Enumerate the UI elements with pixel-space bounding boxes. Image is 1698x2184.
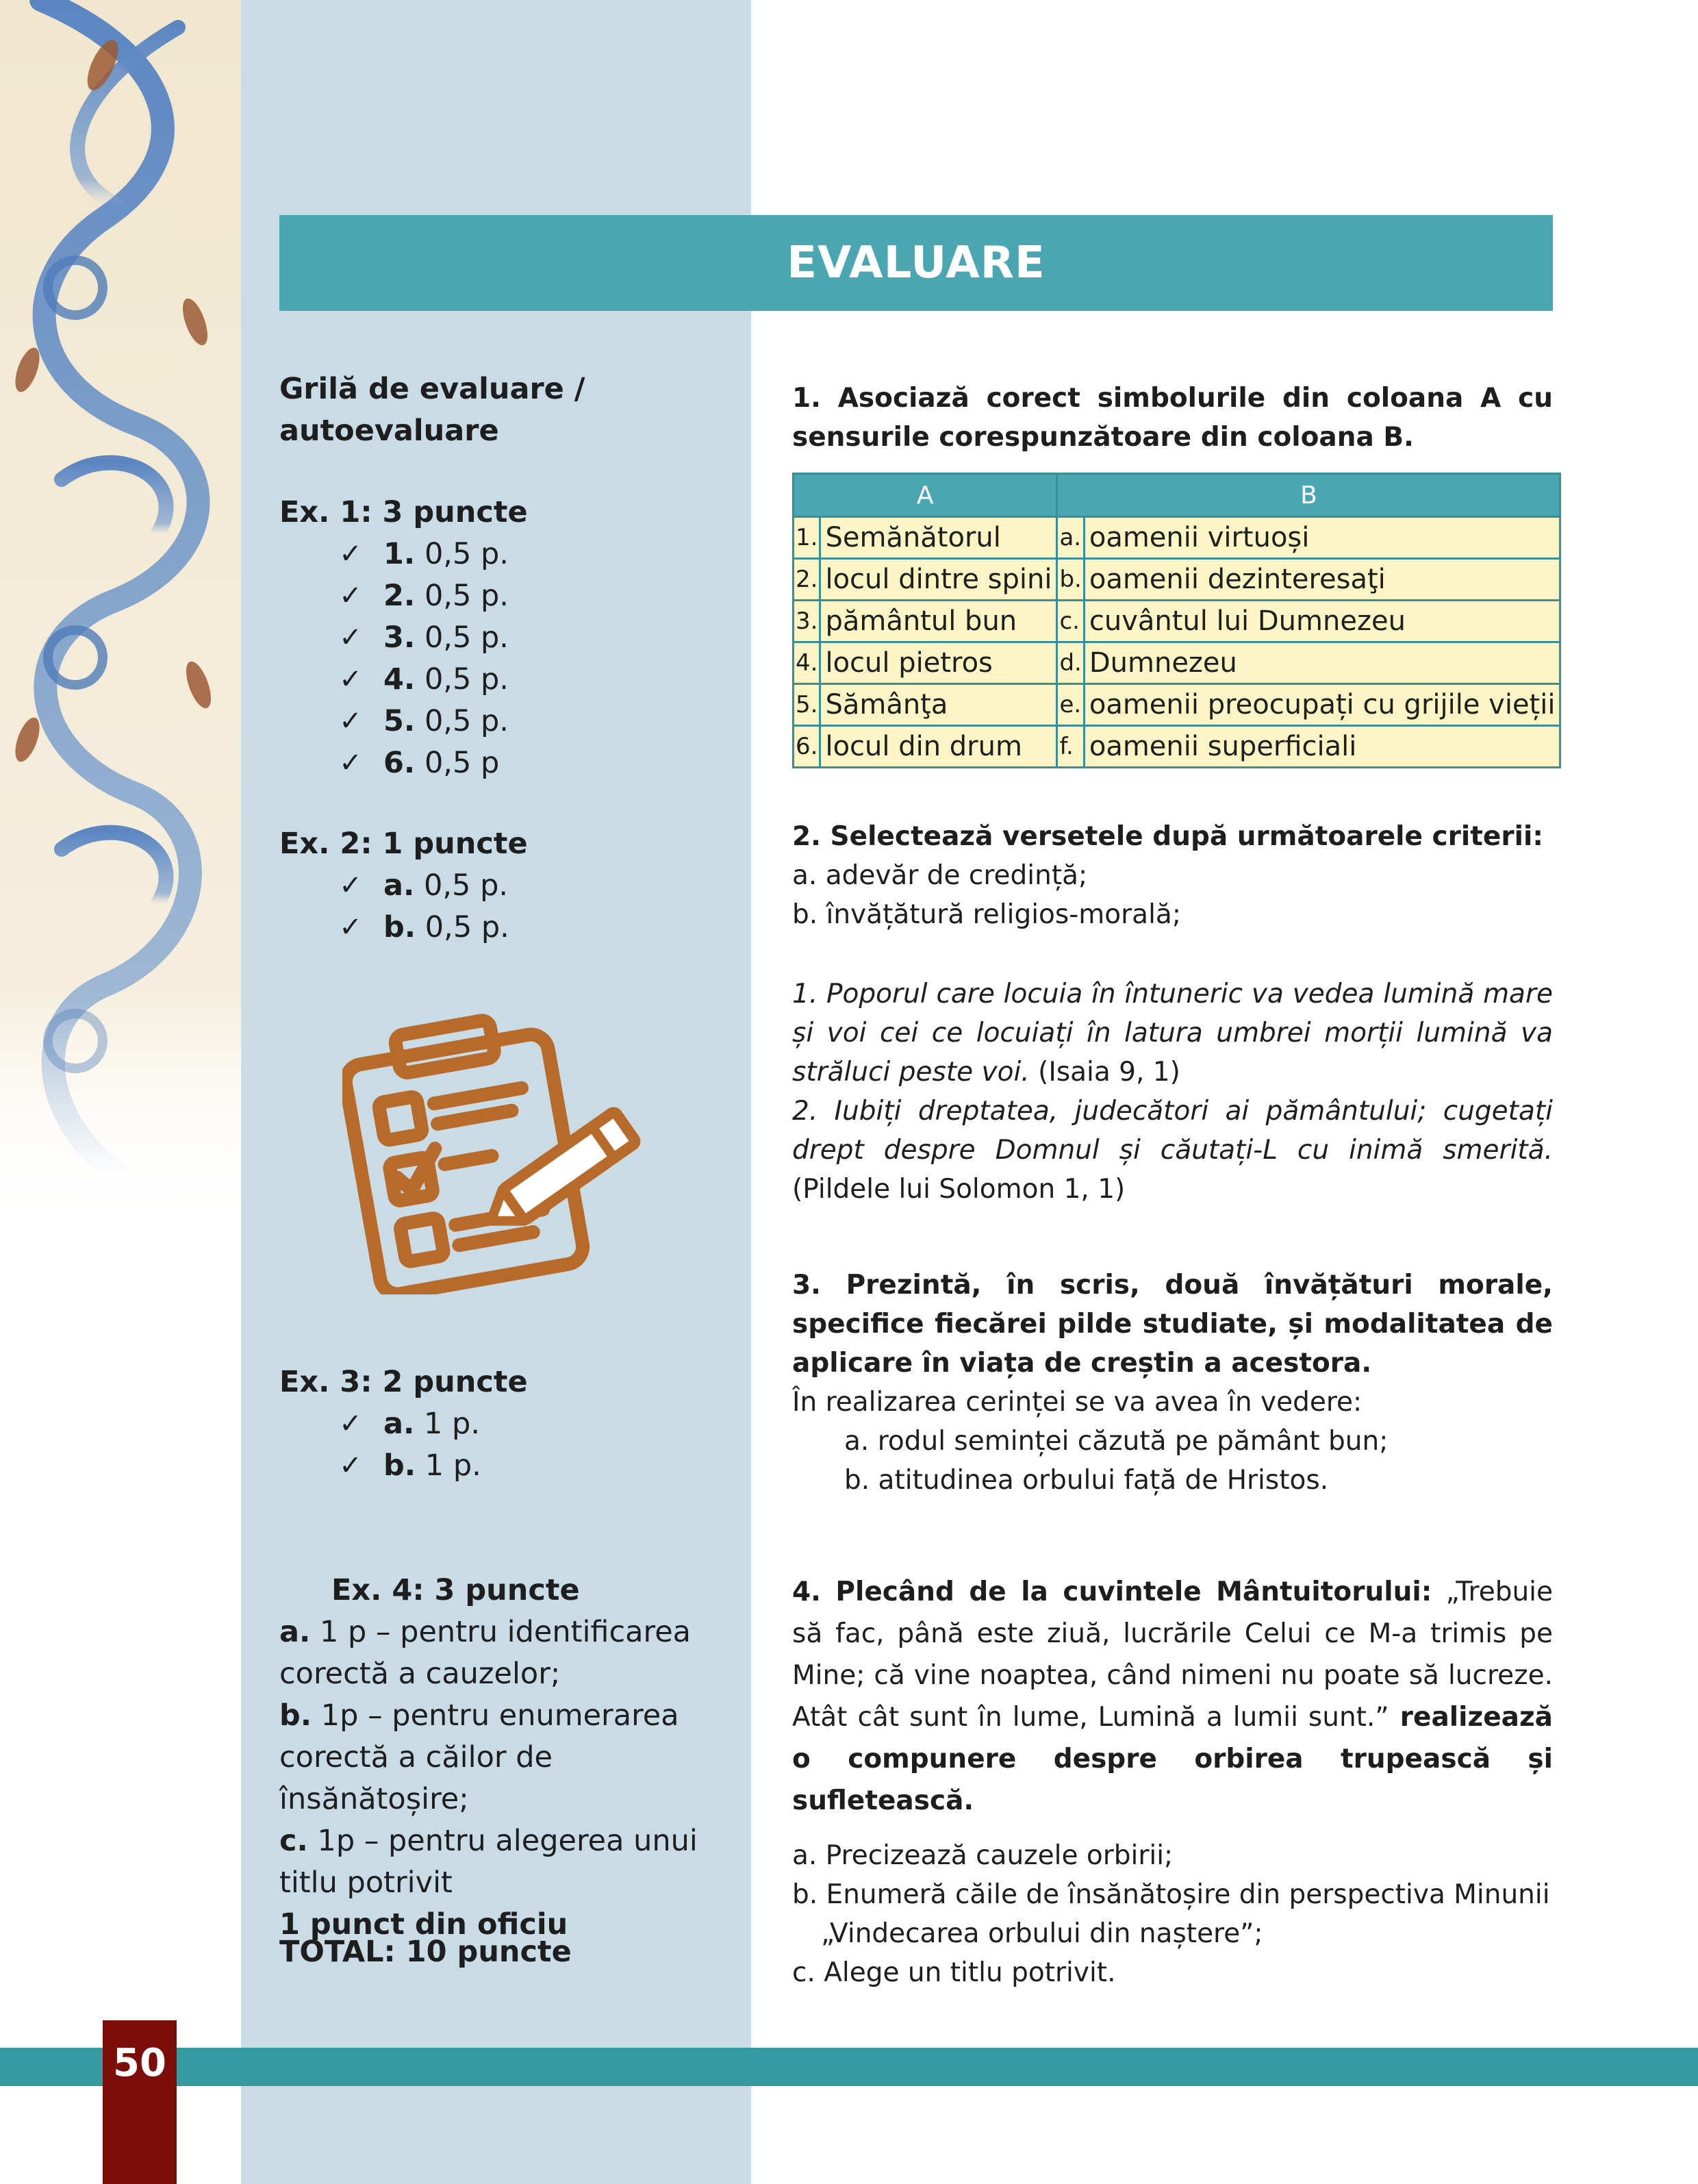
grila-item-num: 6. — [383, 746, 416, 780]
grila-ex4-a-text: 1 p – pentru identificarea corectă a cauzelor; — [279, 1615, 692, 1691]
row-number: 4. — [794, 642, 820, 684]
ex4-tasks — [792, 1836, 1553, 1992]
check-mark-icon: ✓ — [339, 1450, 362, 1481]
check-mark-icon: ✓ — [339, 912, 362, 943]
grila-ex2 — [279, 823, 731, 949]
grila-item — [279, 1445, 731, 1487]
column-b-header: B — [1057, 474, 1560, 517]
ex2-verses — [792, 975, 1553, 1209]
row-letter: f. — [1057, 726, 1084, 768]
row-letter: d. — [1057, 642, 1084, 684]
grila-ex4-b-label: b. — [279, 1698, 312, 1733]
ex3-item-a: a. rodul seminței căzută pe pământ bun; — [844, 1426, 1389, 1457]
grila-ex4-b-text: 1p – pentru enumerarea corectă a căilor de însănătoșire; — [279, 1698, 679, 1816]
grila-item-val: 0,5 p. — [424, 579, 509, 613]
grila-title — [279, 368, 731, 452]
grila-item-num: b. — [383, 1448, 416, 1483]
table-row — [794, 726, 1560, 768]
column-b-cell: oamenii preocupați cu grijile vieții — [1084, 684, 1560, 726]
table-row — [794, 684, 1560, 726]
row-number: 5. — [794, 684, 820, 726]
verse-1-ref: (Isaia 9, 1) — [1029, 1057, 1180, 1088]
column-b-cell: oamenii virtuoși — [1084, 517, 1560, 559]
grila-ex3-title: Ex. 3: 2 puncte — [279, 1365, 528, 1399]
column-a-cell: locul din drum — [820, 726, 1057, 768]
column-b-cell: oamenii dezinteresaţi — [1084, 559, 1560, 601]
ex4-quote: „Trebuie să fac, până este ziuă, lucrările Celui ce M-a trimis pe Mine; că vine noaptea, când nimeni nu poate să lucreze. Atât cât sunt în lume, Lumină a lumii sunt.” — [792, 1577, 1553, 1733]
grila-item — [279, 575, 731, 617]
grila-item-val: 1 p. — [424, 1407, 481, 1441]
grila-item-num: b. — [383, 910, 416, 944]
column-a-cell: Sămânţa — [820, 684, 1057, 726]
row-letter: e. — [1057, 684, 1084, 726]
check-mark-icon: ✓ — [339, 622, 362, 653]
grila-ex2-title: Ex. 2: 1 puncte — [279, 827, 528, 861]
verse-2 — [792, 1092, 1553, 1209]
ornament-border — [0, 0, 241, 1233]
check-mark-icon: ✓ — [339, 580, 362, 612]
grila-item — [279, 907, 731, 949]
check-mark-icon: ✓ — [339, 664, 362, 695]
grila-item — [279, 701, 731, 742]
column-b-cell: cuvântul lui Dumnezeu — [1084, 601, 1560, 642]
page-title: EVALUARE — [787, 238, 1046, 288]
verse-1 — [792, 975, 1553, 1092]
grila-item-val: 0,5 p. — [424, 537, 509, 571]
check-mark-icon: ✓ — [339, 538, 362, 570]
grila-ex4-c — [279, 1820, 724, 1904]
grila-item — [279, 865, 731, 907]
grila-ex4-title: Ex. 4: 3 puncte — [331, 1573, 580, 1607]
row-number: 3. — [794, 601, 820, 642]
column-a-header: A — [794, 474, 1057, 517]
matching-table — [792, 473, 1561, 768]
ex2-criterion-b: b. învățătură religios-morală; — [792, 899, 1181, 930]
grila-title-line2: autoevaluare — [279, 414, 499, 448]
grila-item-num: 1. — [383, 537, 416, 571]
column-a-cell: Semănătorul — [820, 517, 1057, 559]
grila-item-num: 4. — [383, 662, 416, 696]
ex2-block — [792, 817, 1553, 934]
column-b-cell: Dumnezeu — [1084, 642, 1560, 684]
table-row — [794, 559, 1560, 601]
grila-ex4-c-text: 1p – pentru alegerea unui titlu potrivit — [279, 1824, 698, 1900]
row-number: 6. — [794, 726, 820, 768]
grila-item-val: 1 p. — [424, 1448, 481, 1483]
column-b-cell: oamenii superficiali — [1084, 726, 1560, 768]
grila-ex4 — [279, 1570, 724, 1946]
verse-2-ref: (Pildele lui Solomon 1, 1) — [792, 1174, 1126, 1205]
grila-ex1-title: Ex. 1: 3 puncte — [279, 495, 528, 529]
column-a-cell: pământul bun — [820, 601, 1057, 642]
ex3-intro: În realizarea cerinței se va avea în vedere: — [792, 1387, 1363, 1418]
grila-total: TOTAL: 10 puncte — [279, 1935, 572, 1969]
ex4-task-c: c. Alege un titlu potrivit. — [792, 1957, 1116, 1988]
grila-item — [279, 659, 731, 701]
page-number: 50 — [113, 2041, 166, 2085]
ex3-item-b: b. atitudinea orbului față de Hristos. — [844, 1465, 1329, 1496]
check-mark-icon: ✓ — [339, 705, 362, 737]
check-mark-icon: ✓ — [339, 870, 362, 901]
ex2-criterion-a: a. adevăr de credință; — [792, 860, 1088, 891]
verse-2-text: 2. Iubiți dreptatea, judecători ai pământului; cugetați drept despre Domnul și căutați-L cu inimă smerită. — [792, 1096, 1553, 1166]
grila-item-num: 3. — [383, 620, 416, 655]
row-letter: a. — [1057, 517, 1084, 559]
grila-item — [279, 534, 731, 575]
grila-ex4-a-label: a. — [279, 1615, 311, 1649]
grila-ex4-b — [279, 1695, 724, 1820]
column-a-cell: locul pietros — [820, 642, 1057, 684]
grila-item-val: 0,5 p. — [424, 868, 509, 903]
table-row — [794, 517, 1560, 559]
grila-item-val: 0,5 p. — [424, 662, 509, 696]
column-a-cell: locul dintre spini — [820, 559, 1057, 601]
grila-ex4-a — [279, 1611, 724, 1695]
grila-item-num: a. — [383, 1407, 415, 1441]
ex3-block — [792, 1266, 1553, 1500]
ex4-task-b: b. Enumeră căile de însănătoșire din perspectiva Minunii „Vindecarea orbului din naștere”; — [792, 1879, 1550, 1949]
ex1-prompt: 1. Asociază corect simbolurile din coloana A cu sensurile corespunzătoare din coloana B. — [792, 383, 1553, 453]
grila-ex3 — [279, 1361, 731, 1487]
grila-item-num: 2. — [383, 579, 416, 613]
grila-item — [279, 742, 731, 784]
grila-item — [279, 1403, 731, 1445]
grila-item-val: 0,5 p — [424, 746, 500, 780]
row-number: 1. — [794, 517, 820, 559]
ex4-task: realizează o compunere despre orbirea trupească și sufletească. — [792, 1702, 1553, 1816]
grila-item — [279, 617, 731, 659]
grila-oficiu: 1 punct din oficiu — [279, 1907, 568, 1942]
check-mark-icon: ✓ — [339, 747, 362, 779]
table-row — [794, 601, 1560, 642]
row-letter: c. — [1057, 601, 1084, 642]
row-number: 2. — [794, 559, 820, 601]
ex3-prompt: 3. Prezintă, în scris, două învățături morale, specifice fiecărei pilde studiate, și modalitatea de aplicare în viața de creștin a acestora. — [792, 1270, 1553, 1379]
table-header-row — [794, 474, 1560, 517]
verse-1-text: 1. Poporul care locuia în întuneric va vedea lumină mare și voi cei ce locuiați în latura umbrei morții lumină va străluci peste voi. — [792, 979, 1553, 1088]
ex4-prompt — [792, 1571, 1553, 1822]
clipboard-checklist-icon — [342, 1007, 650, 1294]
grila-item-num: 5. — [383, 704, 416, 738]
ex2-prompt: 2. Selectează versetele după următoarele criterii: — [792, 821, 1543, 852]
grila-ex4-c-label: c. — [279, 1824, 308, 1858]
ex4-prompt-bold: 4. Plecând de la cuvintele Mântuitorului: — [792, 1577, 1432, 1607]
grila-ex1 — [279, 492, 731, 784]
ex4-task-a: a. Precizează cauzele orbirii; — [792, 1840, 1174, 1871]
grila-item-val: 0,5 p. — [424, 704, 509, 738]
grila-item-num: a. — [383, 868, 415, 903]
table-row — [794, 642, 1560, 684]
grila-item-val: 0,5 p. — [424, 620, 509, 655]
footer-bar — [0, 2048, 1698, 2086]
row-letter: b. — [1057, 559, 1084, 601]
check-mark-icon: ✓ — [339, 1408, 362, 1440]
grila-title-line1: Grilă de evaluare / — [279, 372, 585, 406]
grila-item-val: 0,5 p. — [424, 910, 509, 944]
title-banner — [279, 215, 1553, 311]
